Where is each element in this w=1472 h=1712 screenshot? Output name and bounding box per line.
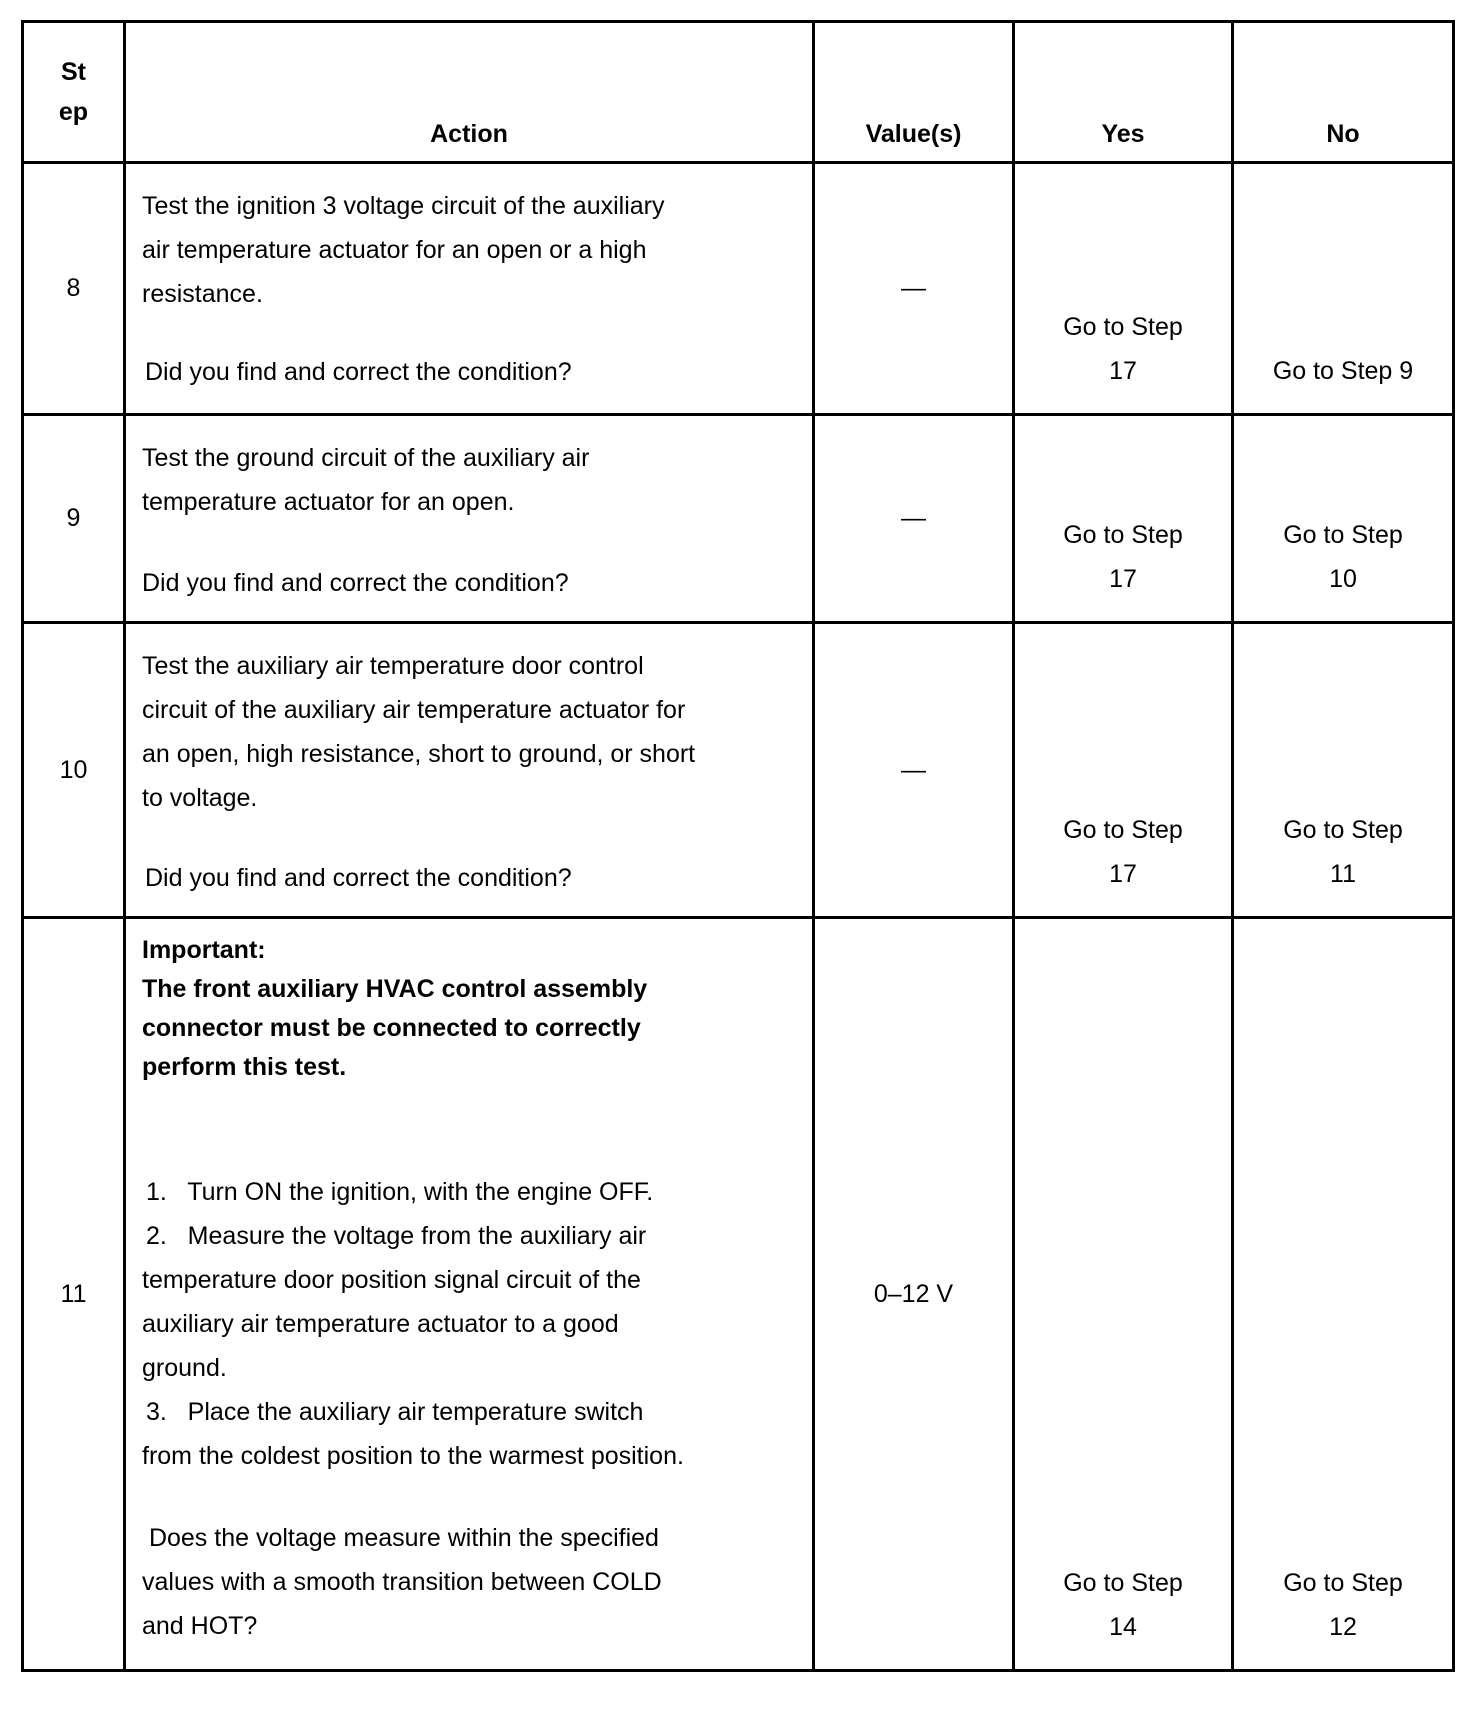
important-note bbox=[142, 931, 796, 1087]
action-question: Did you find and correct the condition? bbox=[145, 358, 572, 386]
value-cell: — bbox=[814, 415, 1014, 623]
header-values bbox=[814, 22, 1014, 163]
action-line: an open, high resistance, short to ground, or short bbox=[142, 740, 696, 768]
important-line: Important: bbox=[142, 936, 266, 964]
no-line: Go to Step bbox=[1283, 521, 1403, 549]
procedure-line: from the coldest position to the warmest position. bbox=[142, 1442, 684, 1470]
no-line: 10 bbox=[1329, 565, 1357, 593]
action-line: to voltage. bbox=[142, 784, 258, 812]
yes-line: Go to Step bbox=[1063, 313, 1183, 341]
action-line: Test the ground circuit of the auxiliary air bbox=[142, 444, 590, 472]
important-line: connector must be connected to correctly bbox=[142, 1014, 641, 1042]
action-cell bbox=[125, 163, 814, 415]
procedure-line: temperature door position signal circuit of the bbox=[142, 1266, 641, 1294]
value-cell: 0–12 V bbox=[814, 918, 1014, 1671]
no-line: Go to Step bbox=[1283, 1569, 1403, 1597]
header-yes bbox=[1014, 22, 1233, 163]
header-step-line2: ep bbox=[58, 98, 89, 126]
action-question: Did you find and correct the condition? bbox=[142, 569, 569, 597]
action-cell bbox=[125, 623, 814, 918]
no-cell bbox=[1233, 918, 1454, 1671]
step-number: 8 bbox=[23, 163, 125, 415]
question-line: Does the voltage measure within the specified bbox=[142, 1524, 659, 1552]
table-row bbox=[23, 918, 1454, 1671]
no-line: Go to Step 9 bbox=[1272, 357, 1414, 385]
yes-line: Go to Step bbox=[1063, 1569, 1183, 1597]
yes-cell bbox=[1014, 415, 1233, 623]
procedure-line: ground. bbox=[142, 1354, 227, 1382]
yes-line: Go to Step bbox=[1063, 816, 1183, 844]
yes-line: 17 bbox=[1109, 565, 1137, 593]
no-line: 11 bbox=[1330, 860, 1356, 888]
step-number: 10 bbox=[23, 623, 125, 918]
action-line: Test the auxiliary air temperature door control bbox=[142, 652, 644, 680]
diagnostic-table bbox=[21, 20, 1455, 1672]
table-row bbox=[23, 415, 1454, 623]
header-action-label: Action bbox=[430, 120, 508, 148]
procedure-line: 3. Place the auxiliary air temperature switch bbox=[146, 1398, 644, 1426]
yes-cell bbox=[1014, 918, 1233, 1671]
procedure-line: 2. Measure the voltage from the auxiliary air bbox=[146, 1222, 647, 1250]
table-row bbox=[23, 623, 1454, 918]
value-cell: — bbox=[814, 163, 1014, 415]
important-line: The front auxiliary HVAC control assembly bbox=[142, 975, 648, 1003]
header-action bbox=[125, 22, 814, 163]
action-line: air temperature actuator for an open or a high bbox=[142, 236, 647, 264]
header-no bbox=[1233, 22, 1454, 163]
no-cell bbox=[1233, 623, 1454, 918]
no-cell bbox=[1233, 415, 1454, 623]
table-row bbox=[23, 163, 1454, 415]
header-row bbox=[23, 22, 1454, 163]
yes-line: Go to Step bbox=[1063, 521, 1183, 549]
action-cell bbox=[125, 415, 814, 623]
yes-line: 14 bbox=[1109, 1613, 1137, 1641]
action-line: resistance. bbox=[142, 280, 263, 308]
header-values-label: Value(s) bbox=[865, 120, 962, 148]
procedure-line: auxiliary air temperature actuator to a good bbox=[142, 1310, 619, 1338]
question-line: values with a smooth transition between COLD bbox=[142, 1568, 662, 1596]
header-step-line1: St bbox=[61, 58, 86, 86]
action-line: Test the ignition 3 voltage circuit of the auxiliary bbox=[142, 192, 665, 220]
header-yes-label: Yes bbox=[1101, 120, 1145, 148]
header-no-label: No bbox=[1326, 120, 1360, 148]
action-line: temperature actuator for an open. bbox=[142, 488, 515, 516]
yes-line: 17 bbox=[1109, 357, 1137, 385]
yes-cell bbox=[1014, 623, 1233, 918]
no-cell bbox=[1233, 163, 1454, 415]
question-line: and HOT? bbox=[142, 1612, 258, 1640]
action-question: Did you find and correct the condition? bbox=[145, 864, 572, 892]
step-number: 9 bbox=[23, 415, 125, 623]
no-line: 12 bbox=[1329, 1613, 1357, 1641]
header-step bbox=[23, 22, 125, 163]
no-line: Go to Step bbox=[1283, 816, 1403, 844]
value-cell: — bbox=[814, 623, 1014, 918]
action-line: circuit of the auxiliary air temperature actuator for bbox=[142, 696, 686, 724]
action-cell bbox=[125, 918, 814, 1671]
yes-line: 17 bbox=[1109, 860, 1137, 888]
procedure-line: 1. Turn ON the ignition, with the engine OFF. bbox=[146, 1178, 654, 1206]
important-line: perform this test. bbox=[142, 1053, 347, 1081]
step-number: 11 bbox=[23, 918, 125, 1671]
yes-cell bbox=[1014, 163, 1233, 415]
